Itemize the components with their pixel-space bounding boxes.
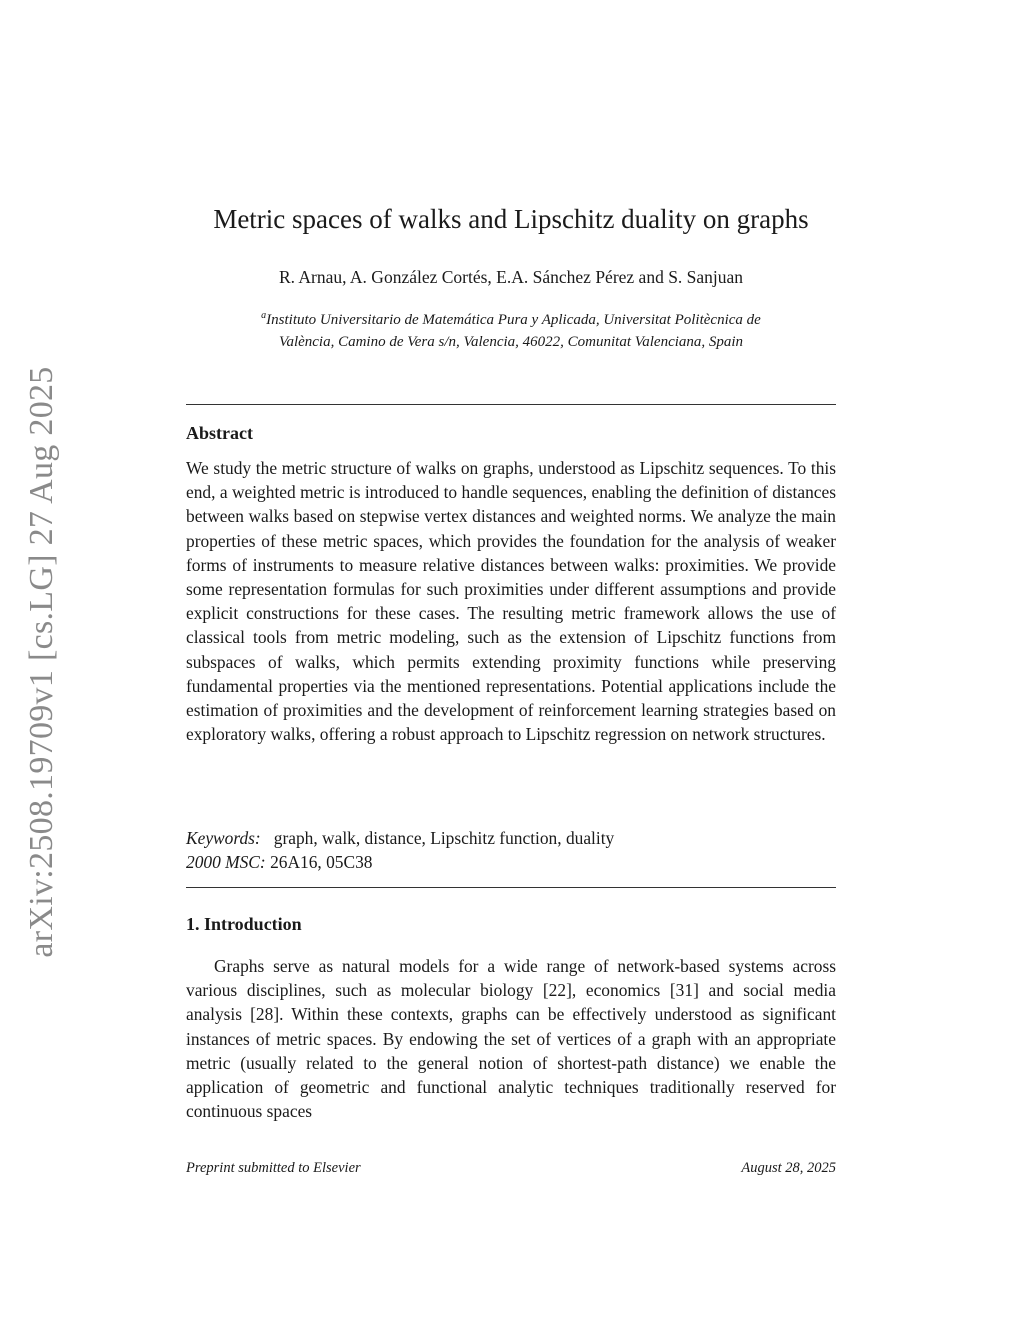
msc-line xyxy=(186,850,836,874)
keywords-line xyxy=(186,826,836,850)
footer-preprint-note: Preprint submitted to Elsevier xyxy=(186,1160,361,1176)
keywords-value: graph, walk, distance, Lipschitz function, duality xyxy=(273,828,615,848)
affiliation-line-2: València, Camino de Vera s/n, Valencia, 46022, Comunitat Valenciana, Spain xyxy=(278,334,744,350)
affiliation xyxy=(186,305,836,353)
arxiv-identifier-stamp: arXiv:2508.19709v1 [cs.LG] 27 Aug 2025 xyxy=(23,366,60,958)
abstract-heading: Abstract xyxy=(186,423,253,443)
introduction-heading: 1. Introduction xyxy=(186,914,302,934)
author-list: R. Arnau, A. González Cortés, E.A. Sánchez Pérez and S. Sanjuan xyxy=(278,267,744,287)
affiliation-line-1: Instituto Universitario de Matemática Pura y Aplicada, Universitat Politècnica de xyxy=(266,312,761,328)
msc-label: 2000 MSC: xyxy=(186,852,266,872)
affiliation-marker: a xyxy=(261,310,267,321)
introduction-text: Graphs serve as natural models for a wide range of network-based systems across various disciplines, such as molecular biology [22], economics [31] and social media analysis [28]. Within these contexts, graphs can be effectively understood as significant instances of metric spaces. By endowing the set of vertices of a graph with an appropriate metric (usually related to the general notion of shortest-path distance) we enable the application of geometric and functional analytic techniques traditionally reserved for continuous spaces xyxy=(186,956,836,1122)
abstract-bottom-rule xyxy=(186,887,836,888)
abstract-text: We study the metric structure of walks on graphs, understood as Lipschitz sequences. To this end, a weighted metric is introduced to handle sequences, enabling the definition of distances between walks based on stepwise vertex distances and weighted norms. We analyze the main properties of these metric spaces, which provides the foundation for the analysis of weaker forms of instruments to measure relative distances between walks: proximities. We provide some representation formulas for such proximities under different assumptions and provide explicit constructions for these cases. The resulting metric framework allows the use of classical tools from metric modeling, such as the extension of Lipschitz functions from subspaces of walks, which permits extending proximity functions while preserving fundamental properties via the mentioned representations. Potential applications include the estimation of proximities and the development of reinforcement learning strategies based on exploratory walks, offering a robust approach to Lipschitz regression on network structures. xyxy=(186,458,836,745)
msc-value: 26A16, 05C38 xyxy=(270,852,373,872)
keywords-block xyxy=(186,826,836,874)
keywords-label: Keywords: xyxy=(186,828,261,848)
abstract-top-rule xyxy=(186,404,836,405)
paper-title: Metric spaces of walks and Lipschitz duality on graphs xyxy=(213,204,809,234)
footer-date: August 28, 2025 xyxy=(741,1160,836,1176)
paper-page xyxy=(186,0,836,1325)
